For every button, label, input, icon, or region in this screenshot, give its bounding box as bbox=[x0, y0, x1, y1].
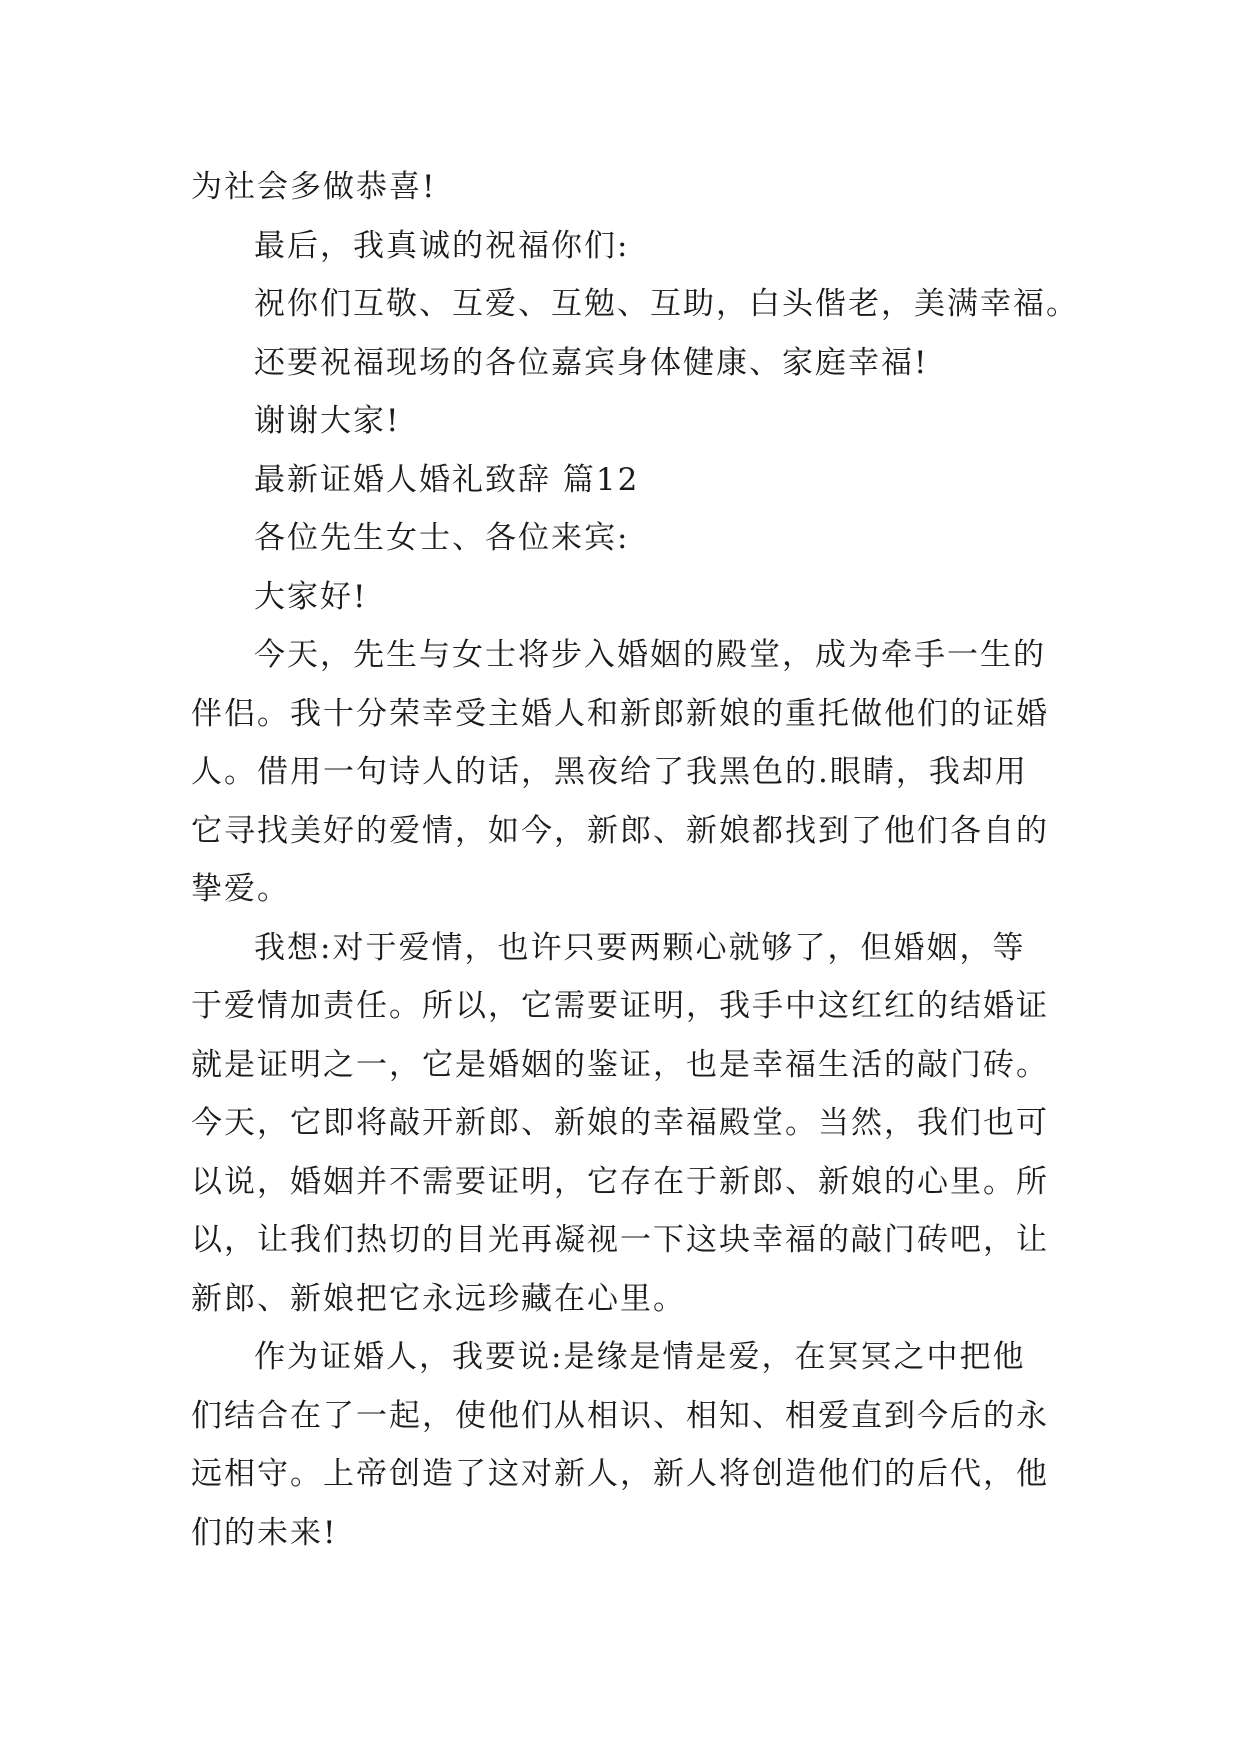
text-line: 挚爱。 bbox=[191, 871, 290, 907]
text-line: 为社会多做恭喜! bbox=[191, 169, 437, 205]
text-line: 最后，我真诚的祝福你们: bbox=[254, 227, 630, 264]
text-line: 远相守。上帝创造了这对新人，新人将创造他们的后代，他 bbox=[191, 1456, 1049, 1492]
text-line: 就是证明之一，它是婚姻的鉴证，也是幸福生活的敲门砖。 bbox=[191, 1046, 1049, 1083]
text-line: 最新证婚人婚礼致辞 篇12 bbox=[254, 461, 640, 498]
text-line: 还要祝福现场的各位嘉宾身体健康、家庭幸福! bbox=[254, 344, 929, 381]
text-line: 于爱情加责任。所以，它需要证明，我手中这红红的结婚证 bbox=[191, 988, 1049, 1024]
text-line: 们的未来! bbox=[191, 1514, 338, 1551]
text-line: 们结合在了一起，使他们从相识、相知、相爱直到今后的永 bbox=[191, 1397, 1049, 1434]
text-line: 它寻找美好的爱情，如今，新郎、新娘都找到了他们各自的 bbox=[191, 812, 1049, 849]
text-line: 谢谢大家! bbox=[254, 403, 401, 439]
text-line: 今天，它即将敲开新郎、新娘的幸福殿堂。当然，我们也可 bbox=[191, 1105, 1049, 1141]
document-body bbox=[191, 158, 1079, 1562]
text-line: 我想:对于爱情，也许只要两颗心就够了，但婚姻，等 bbox=[254, 929, 1026, 966]
text-line: 以说，婚姻并不需要证明，它存在于新郎、新娘的心里。所 bbox=[191, 1163, 1049, 1200]
text-line: 今天，先生与女士将步入婚姻的殿堂，成为牵手一生的 bbox=[254, 637, 1046, 673]
text-line: 人。借用一句诗人的话，黑夜给了我黑色的.眼睛，我却用 bbox=[191, 754, 1028, 790]
text-line: 各位先生女士、各位来宾: bbox=[254, 520, 630, 556]
text-line: 作为证婚人，我要说:是缘是情是爱，在冥冥之中把他 bbox=[254, 1339, 1026, 1375]
text-line: 伴侣。我十分荣幸受主婚人和新郎新娘的重托做他们的证婚 bbox=[191, 695, 1049, 732]
text-line: 祝你们互敬、互爱、互勉、互助，白头偕老，美满幸福。 bbox=[254, 286, 1079, 322]
text-line: 以，让我们热切的目光再凝视一下这块幸福的敲门砖吧，让 bbox=[191, 1222, 1049, 1258]
text-line: 新郎、新娘把它永远珍藏在心里。 bbox=[191, 1280, 686, 1317]
text-line: 大家好! bbox=[254, 578, 368, 615]
